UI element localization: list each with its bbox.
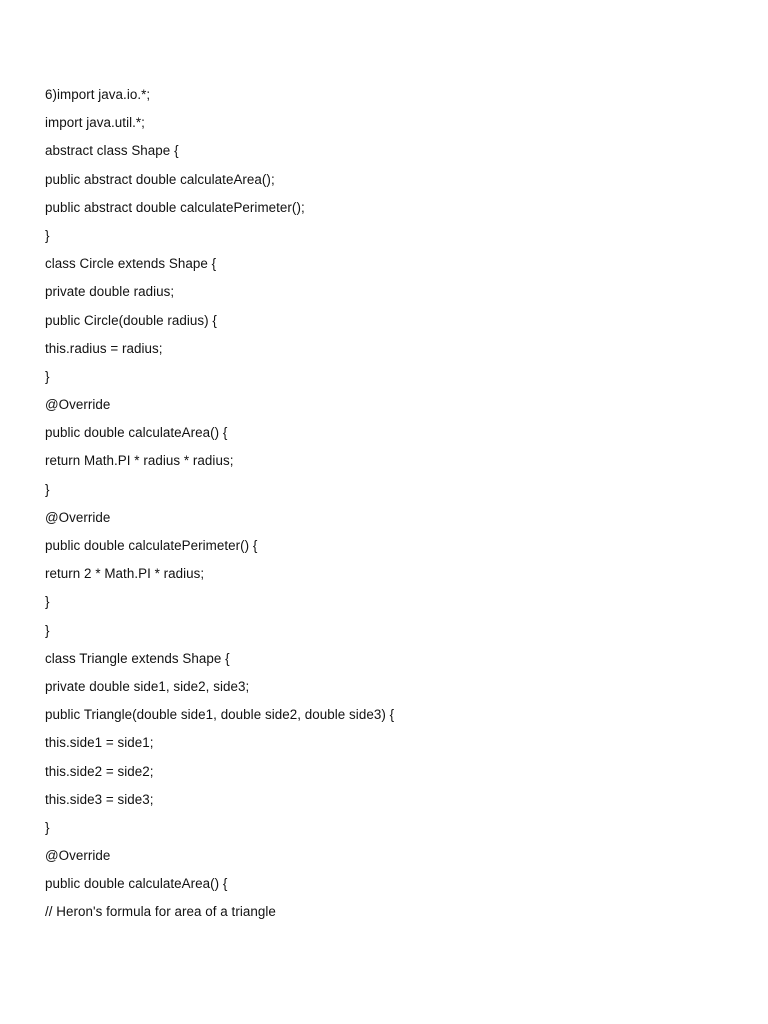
code-line: } [45,481,50,497]
code-line: } [45,227,50,243]
code-line: public double calculatePerimeter() { [45,538,258,553]
code-line: } [45,622,50,638]
code-line: @Override [45,848,111,864]
code-line: public Triangle(double side1, double side2, double side3) { [45,707,395,723]
code-line: import java.util.*; [45,115,145,131]
code-line: this.side1 = side1; [45,735,154,751]
code-line: public double calculateArea() { [45,876,228,892]
code-listing [45,84,394,930]
code-line: } [45,368,50,384]
code-line: this.side2 = side2; [45,763,154,779]
code-line: return 2 * Math.PI * radius; [45,566,205,582]
code-line: // Heron's formula for area of a triangle [45,904,276,920]
code-line: public abstract double calculatePerimeter(); [45,199,305,215]
code-line: @Override [45,397,111,413]
code-line: } [45,594,50,610]
code-line: @Override [45,509,111,525]
code-line: 6)import java.io.*; [45,87,151,102]
code-line: public Circle(double radius) { [45,312,217,328]
code-line: } [45,819,50,835]
code-line: abstract class Shape { [45,143,179,159]
code-line: class Circle extends Shape { [45,256,217,272]
code-line: return Math.PI * radius * radius; [45,453,234,469]
code-line: this.side3 = side3; [45,791,154,807]
code-line: public double calculateArea() { [45,425,228,441]
code-line: private double side1, side2, side3; [45,678,250,694]
code-line: public abstract double calculateArea(); [45,171,275,187]
code-line: class Triangle extends Shape { [45,650,230,666]
code-line: private double radius; [45,284,175,300]
code-line: this.radius = radius; [45,340,163,356]
